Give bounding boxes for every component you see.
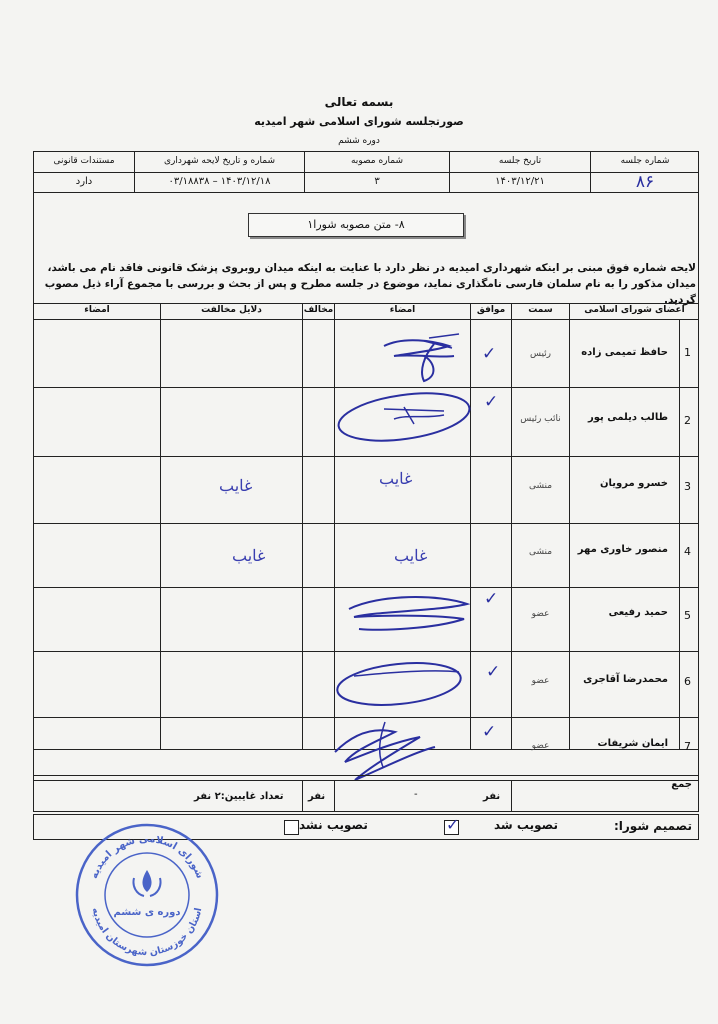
member-name: منصور خاوری مهر: [577, 544, 668, 555]
resolution-number-label: شماره مصوبه: [350, 156, 403, 166]
emblem-icon: [133, 870, 160, 896]
decision-label: تصمیم شورا:: [613, 819, 692, 833]
member-name: حمید رفیعی: [608, 607, 668, 618]
member-role: منشی: [528, 547, 553, 557]
agree-check: ✓: [482, 344, 497, 364]
absent-count: تعداد غایبین:۲ نفر: [194, 791, 284, 802]
member-name: حافظ تمیمی زاده: [581, 347, 668, 358]
member-name: ایمان شریفات: [597, 738, 668, 749]
member-role: عضو: [531, 741, 550, 751]
sum-label: جمع: [671, 779, 692, 790]
member-name: طالب دیلمی پور: [587, 412, 668, 423]
agree-check: ✓: [482, 722, 497, 742]
stamp-bottom-textpath: استان خوزستان شهرستان امیدیه: [89, 906, 205, 959]
member-name: محمدرضا آقاجری: [583, 674, 668, 685]
bill-value: ۱۴۰۳/۱۲/۱۸ – ۰۳/۱۸۸۳۸: [168, 176, 271, 187]
member-role: عضو: [531, 676, 550, 686]
stamp-center-text: دوره ی ششم: [113, 907, 181, 918]
approved-label: تصویب شد: [494, 818, 558, 832]
member-role: نائب رئیس: [520, 414, 561, 424]
rejected-checkbox[interactable]: [284, 820, 299, 835]
col-signature-2: امضاء: [84, 305, 110, 315]
member-signature: [334, 654, 474, 709]
members-vote-table: [33, 303, 699, 753]
agree-unit: نفر: [483, 791, 501, 802]
absent-mark-signature: غایب: [379, 469, 413, 488]
member-name: خسرو مرویان: [600, 478, 668, 489]
absent-mark-signature: غایب: [394, 546, 428, 565]
approved-check-mark: ✓: [446, 815, 460, 834]
legal-basis-value: دارد: [75, 176, 93, 187]
row-number: 1: [684, 346, 691, 359]
row-number: 2: [684, 414, 691, 427]
rejected-label: تصویب نشد: [299, 818, 368, 832]
agree-check: ✓: [484, 392, 499, 412]
totals-row: [33, 780, 699, 812]
row-number: 6: [684, 675, 691, 688]
row-number: 5: [684, 609, 691, 622]
col-role: سمت: [528, 305, 553, 315]
col-agree: موافق: [476, 305, 506, 315]
session-date-value: ۱۴۰۳/۱۲/۲۱: [495, 176, 545, 187]
oppose-unit: نفر: [308, 791, 326, 802]
session-header-table: [33, 151, 699, 193]
agree-check: ✓: [486, 662, 501, 682]
bill-label: شماره و تاریخ لایحه شهرداری: [163, 156, 276, 166]
col-members: اعضای شورای اسلامی: [584, 305, 685, 315]
section-label: ۸- متن مصوبه شورا۱: [307, 218, 405, 231]
row-number: 7: [684, 740, 691, 753]
agree-check: ✓: [484, 589, 499, 609]
absent-mark-reasons: غایب: [232, 546, 266, 565]
absent-mark-reasons: غایب: [219, 476, 253, 495]
council-period: دوره ششم: [338, 136, 380, 146]
session-number-value: ۸۶: [635, 172, 655, 192]
resolution-text-section: [248, 213, 464, 237]
council-stamp: [72, 820, 222, 970]
approved-checkbox[interactable]: [444, 815, 460, 835]
member-role: عضو: [531, 609, 550, 619]
row-number: 4: [684, 545, 691, 558]
stamp-top-textpath: شورای اسلامی شهر امیدیه: [88, 833, 206, 881]
row-number: 3: [684, 480, 691, 493]
document-title: بسمه تعالی: [324, 95, 394, 109]
member-signature: [364, 326, 464, 386]
document-subtitle: صورتجلسه شورای اسلامی شهر امیدیه: [254, 115, 464, 128]
col-signature: امضاء: [389, 305, 416, 315]
col-oppose: مخالف: [303, 305, 334, 315]
oppose-value: -: [414, 789, 418, 800]
member-signature: [339, 589, 474, 639]
col-reasons: دلایل مخالفت: [201, 305, 262, 315]
legal-basis-label: مستندات قانونی: [53, 156, 115, 166]
resolution-body-text: لایحه شماره فوق مبنی بر اینکه شهرداری امیدیه در نظر دارد با عنایت به اینکه میدان روبروی پزشک قانونی فاقد نام می باشد، میدان مذکور را به نام سلمان فارسی نامگذاری نماید، موضوع در جلسه مطرح و پس از بحث و بررسی با مجموع آراء ذیل مصوب گردید.: [44, 262, 696, 306]
member-signature: [334, 389, 474, 444]
member-role: منشی: [528, 481, 553, 491]
session-date-label: تاریخ جلسه: [498, 156, 542, 166]
resolution-number-value: ۳: [374, 176, 380, 187]
member-role: رئیس: [529, 349, 552, 359]
session-number-label: شماره جلسه: [620, 156, 670, 166]
